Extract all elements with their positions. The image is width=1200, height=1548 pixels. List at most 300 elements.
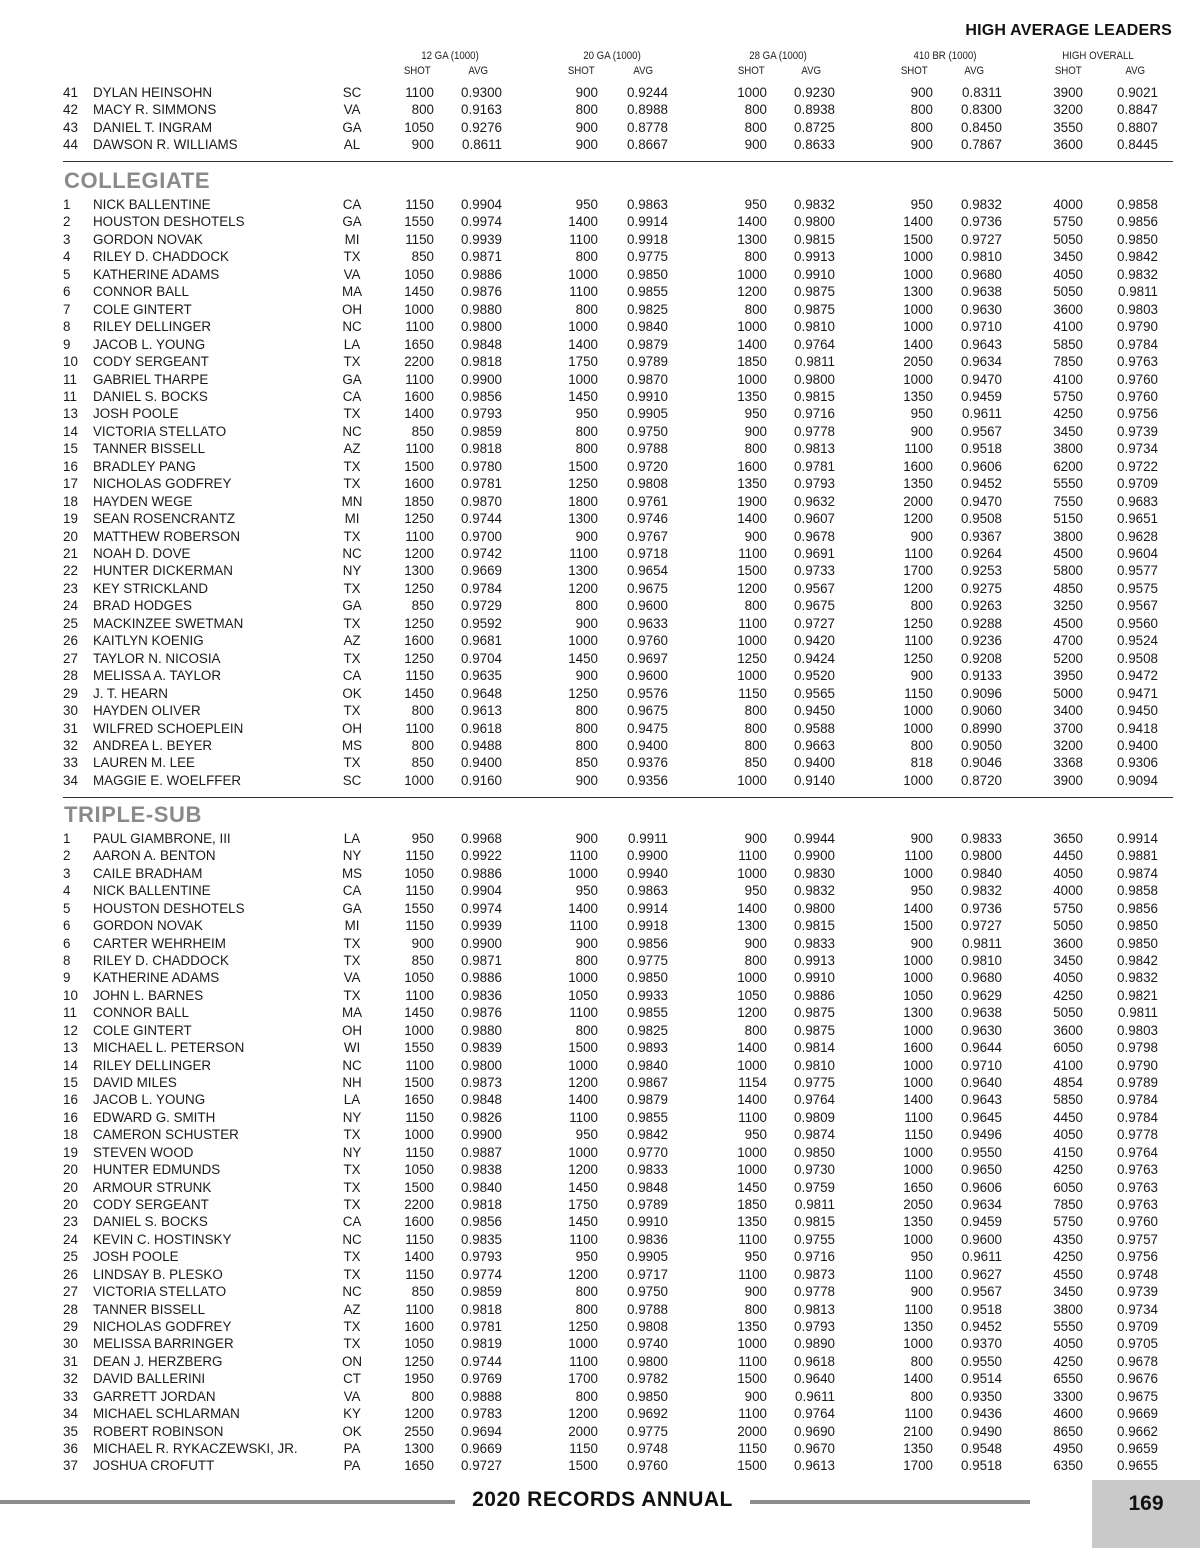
cell-state: TX (343, 406, 361, 422)
table-row (0, 1074, 1200, 1092)
cell-avg-20ga: 0.9850 (627, 1388, 668, 1404)
column-headers (0, 50, 1200, 82)
cell-avg-28ga: 0.9809 (794, 1109, 835, 1125)
cell-name: MAGGIE E. WOELFFER (93, 772, 242, 788)
cell-shot-410br: 2000 (903, 493, 933, 509)
cell-avg-20ga: 0.9740 (627, 1336, 668, 1352)
cell-shot-20ga: 1100 (569, 284, 598, 300)
cell-avg-28ga: 0.9230 (794, 85, 835, 100)
cell-avg-overall: 0.9739 (1117, 1284, 1158, 1300)
cell-avg-overall: 0.9567 (1117, 598, 1158, 614)
cell-shot-overall: 3550 (1053, 119, 1083, 135)
cell-shot-410br: 1200 (903, 511, 933, 527)
cell-rank: 14 (63, 1057, 78, 1073)
cell-avg-overall: 0.9577 (1117, 563, 1158, 579)
cell-shot-overall: 5800 (1053, 563, 1083, 579)
cell-shot-20ga: 900 (575, 772, 598, 788)
cell-rank: 11 (63, 1005, 77, 1021)
table-row (0, 847, 1200, 865)
cell-shot-410br: 800 (910, 598, 933, 614)
cell-shot-20ga: 800 (575, 249, 598, 265)
cell-avg-410br: 0.7867 (961, 137, 1002, 153)
cell-avg-20ga: 0.9808 (627, 476, 668, 492)
cell-shot-20ga: 800 (575, 1022, 598, 1038)
cell-avg-12ga: 0.9888 (461, 1388, 502, 1404)
cell-shot-12ga: 1600 (404, 476, 434, 492)
cell-shot-28ga: 1000 (737, 1144, 767, 1160)
cell-avg-410br: 0.9288 (961, 615, 1002, 631)
cell-name: JOHN L. BARNES (93, 987, 204, 1003)
cell-shot-overall: 4100 (1053, 319, 1083, 335)
cell-avg-410br: 0.9253 (961, 563, 1002, 579)
cell-avg-12ga: 0.9648 (461, 685, 502, 701)
cell-shot-28ga: 1400 (737, 214, 767, 230)
cell-shot-overall: 5050 (1053, 284, 1083, 300)
table-row (0, 720, 1200, 738)
cell-shot-410br: 1100 (904, 1301, 933, 1317)
cell-shot-20ga: 1000 (568, 266, 598, 282)
cell-name: BRAD HODGES (93, 598, 192, 614)
cell-avg-410br: 0.9370 (961, 1336, 1002, 1352)
cell-state: TX (343, 354, 361, 370)
cell-avg-12ga: 0.9880 (461, 1022, 502, 1038)
cell-shot-12ga: 1600 (404, 1214, 434, 1230)
cell-avg-410br: 0.9600 (961, 1231, 1002, 1247)
cell-state: OH (341, 1022, 363, 1038)
cell-avg-28ga: 0.9607 (794, 511, 835, 527)
cell-shot-20ga: 950 (575, 1249, 598, 1265)
cell-avg-28ga: 0.9613 (794, 1458, 835, 1474)
cell-avg-overall: 0.9858 (1117, 883, 1158, 899)
cell-avg-410br: 0.9550 (961, 1144, 1002, 1160)
cell-avg-overall: 0.9575 (1117, 580, 1158, 596)
cell-avg-410br: 0.9680 (961, 970, 1002, 986)
cell-avg-28ga: 0.9400 (794, 755, 835, 771)
cell-name: GORDON NOVAK (93, 231, 203, 247)
cell-avg-410br: 0.9638 (961, 284, 1002, 300)
cell-shot-410br: 1100 (904, 1406, 933, 1422)
cell-shot-overall: 3450 (1053, 249, 1083, 265)
cell-state: TX (343, 987, 361, 1003)
cell-rank: 15 (63, 1075, 78, 1091)
cell-state: TX (343, 615, 361, 631)
cell-avg-410br: 0.9640 (961, 1075, 1002, 1091)
cell-shot-12ga: 1150 (405, 918, 434, 934)
table-row (0, 248, 1200, 266)
cell-avg-410br: 0.9727 (961, 918, 1002, 934)
cell-name: KAITLYN KOENIG (93, 633, 204, 649)
cell-shot-20ga: 1200 (568, 580, 598, 596)
cell-shot-overall: 4050 (1053, 1336, 1083, 1352)
cell-rank: 4 (63, 249, 71, 265)
cell-shot-overall: 4000 (1053, 883, 1083, 899)
cell-state: OK (342, 685, 362, 701)
cell-avg-overall: 0.9811 (1118, 284, 1158, 300)
cell-state: TX (343, 528, 361, 544)
cell-shot-410br: 1400 (903, 900, 933, 916)
cell-rank: 6 (63, 284, 71, 300)
cell-avg-20ga: 0.9775 (627, 249, 668, 265)
cell-avg-overall: 0.9881 (1117, 848, 1158, 864)
table-row (0, 917, 1200, 935)
cell-avg-28ga: 0.9424 (794, 650, 835, 666)
cell-shot-12ga: 1100 (405, 85, 434, 100)
cell-shot-28ga: 800 (744, 102, 767, 118)
cell-shot-overall: 4250 (1053, 406, 1083, 422)
cell-shot-12ga: 1550 (404, 1040, 434, 1056)
cell-avg-20ga: 0.9905 (627, 1249, 668, 1265)
cell-avg-20ga: 0.9788 (627, 1301, 668, 1317)
cell-avg-overall: 0.9784 (1117, 336, 1158, 352)
cell-shot-410br: 1700 (903, 563, 933, 579)
cell-shot-28ga: 800 (744, 249, 767, 265)
cell-avg-12ga: 0.9793 (461, 1249, 502, 1265)
cell-avg-410br: 0.9518 (961, 1458, 1002, 1474)
cell-shot-20ga: 1000 (568, 633, 598, 649)
cell-shot-410br: 1000 (903, 1075, 933, 1091)
cell-avg-overall: 0.9705 (1117, 1336, 1158, 1352)
cell-avg-410br: 0.9611 (962, 1249, 1002, 1265)
cell-avg-28ga: 0.9832 (794, 197, 835, 212)
cell-state: TX (343, 1179, 361, 1195)
cell-state: NC (342, 1284, 362, 1300)
cell-shot-12ga: 1250 (404, 615, 434, 631)
cell-avg-28ga: 0.9875 (794, 1005, 835, 1021)
cell-shot-410br: 950 (910, 883, 933, 899)
table-row (0, 772, 1200, 790)
cell-shot-410br: 1000 (903, 970, 933, 986)
cell-shot-410br: 1600 (903, 458, 933, 474)
cell-state: GA (342, 214, 362, 230)
cell-avg-28ga: 0.9800 (794, 371, 835, 387)
cell-avg-12ga: 0.9856 (461, 1214, 502, 1230)
cell-name: COLE GINTERT (93, 1022, 192, 1038)
cell-avg-28ga: 0.9520 (794, 668, 835, 684)
cell-shot-410br: 1250 (903, 650, 933, 666)
cell-shot-overall: 3800 (1053, 528, 1083, 544)
table-row (0, 283, 1200, 301)
cell-avg-12ga: 0.8611 (462, 137, 502, 153)
table-row (0, 388, 1200, 406)
cell-avg-overall: 0.9021 (1117, 85, 1158, 100)
cell-name: DYLAN HEINSOHN (93, 85, 213, 100)
cell-avg-12ga: 0.9781 (461, 1319, 502, 1335)
cell-name: CODY SERGEANT (93, 1197, 209, 1213)
col-28ga-avg: AVG (801, 65, 822, 77)
cell-avg-410br: 0.9736 (961, 214, 1002, 230)
cell-shot-28ga: 1400 (737, 1092, 767, 1108)
cell-state: NC (342, 423, 362, 439)
cell-avg-12ga: 0.9704 (461, 650, 502, 666)
cell-shot-20ga: 800 (575, 720, 598, 736)
cell-avg-20ga: 0.9760 (627, 633, 668, 649)
page-number-box (1092, 1480, 1200, 1548)
col-overall-avg: AVG (1125, 65, 1146, 77)
cell-shot-28ga: 1000 (737, 371, 767, 387)
cell-rank: 27 (63, 650, 78, 666)
cell-avg-overall: 0.9659 (1117, 1441, 1158, 1457)
cell-shot-overall: 4550 (1053, 1266, 1083, 1282)
page-number: 169 (1128, 1492, 1164, 1515)
cell-shot-overall: 4100 (1053, 371, 1083, 387)
cell-avg-28ga: 0.8938 (794, 102, 835, 118)
cell-shot-28ga: 1154 (738, 1075, 767, 1091)
cell-rank: 28 (63, 668, 78, 684)
cell-shot-28ga: 1900 (737, 493, 767, 509)
table-row (0, 830, 1200, 848)
cell-avg-12ga: 0.9887 (461, 1144, 502, 1160)
cell-avg-12ga: 0.9904 (461, 883, 502, 899)
cell-rank: 32 (63, 1371, 78, 1387)
cell-state: NY (342, 1109, 362, 1125)
cell-shot-28ga: 1600 (737, 458, 767, 474)
cell-avg-410br: 0.9643 (961, 1092, 1002, 1108)
cell-shot-20ga: 1000 (568, 371, 598, 387)
cell-avg-20ga: 0.9720 (627, 458, 668, 474)
cell-avg-28ga: 0.9873 (794, 1266, 835, 1282)
cell-avg-410br: 0.9810 (961, 953, 1002, 968)
cell-shot-overall: 3800 (1053, 1301, 1083, 1317)
cell-shot-12ga: 1150 (405, 1231, 434, 1247)
cell-shot-overall: 7850 (1053, 354, 1083, 370)
cell-avg-12ga: 0.9635 (461, 668, 502, 684)
cell-avg-410br: 0.9840 (961, 865, 1002, 881)
cell-name: RILEY DELLINGER (93, 319, 212, 335)
cell-avg-28ga: 0.9813 (794, 441, 835, 457)
cell-rank: 5 (63, 266, 71, 282)
cell-rank: 23 (63, 580, 78, 596)
cell-shot-12ga: 1500 (404, 1179, 434, 1195)
cell-shot-410br: 1100 (904, 546, 933, 561)
cell-rank: 29 (63, 685, 78, 701)
cell-avg-overall: 0.9763 (1117, 1162, 1158, 1178)
cell-shot-overall: 3650 (1053, 831, 1083, 846)
cell-avg-20ga: 0.9718 (627, 546, 668, 561)
table-row (0, 952, 1200, 970)
cell-avg-410br: 0.9452 (961, 476, 1002, 492)
cell-avg-410br: 0.9645 (961, 1109, 1002, 1125)
cell-avg-20ga: 0.9692 (627, 1406, 668, 1422)
cell-shot-28ga: 1100 (738, 1353, 767, 1369)
cell-avg-overall: 0.9675 (1117, 1388, 1158, 1404)
cell-avg-overall: 0.9560 (1117, 615, 1158, 631)
cell-rank: 19 (63, 511, 78, 527)
cell-shot-12ga: 1100 (405, 441, 434, 457)
cell-avg-28ga: 0.9759 (794, 1179, 835, 1195)
cell-avg-overall: 0.9678 (1117, 1353, 1158, 1369)
cell-shot-28ga: 1500 (737, 1371, 767, 1387)
cell-avg-20ga: 0.9879 (627, 336, 668, 352)
cell-avg-410br: 0.9634 (961, 1197, 1002, 1213)
cell-avg-12ga: 0.9818 (461, 354, 502, 370)
cell-avg-overall: 0.9748 (1117, 1266, 1158, 1282)
cell-shot-410br: 1000 (903, 1057, 933, 1073)
cell-rank: 23 (63, 1214, 78, 1230)
cell-rank: 10 (63, 354, 78, 370)
cell-avg-overall: 0.9760 (1117, 1214, 1158, 1230)
cell-avg-20ga: 0.9356 (627, 772, 668, 788)
cell-avg-12ga: 0.9744 (461, 1353, 502, 1369)
cell-name: DAVID BALLERINI (93, 1371, 206, 1387)
cell-rank: 13 (63, 406, 78, 422)
cell-avg-28ga: 0.9764 (794, 1092, 835, 1108)
cell-shot-28ga: 1250 (737, 650, 767, 666)
cell-shot-overall: 7550 (1053, 493, 1083, 509)
cell-shot-12ga: 1600 (404, 388, 434, 404)
cell-shot-28ga: 1000 (737, 970, 767, 986)
cell-avg-410br: 0.9096 (961, 685, 1002, 701)
cell-rank: 26 (63, 633, 78, 649)
table-row (0, 737, 1200, 755)
cell-avg-20ga: 0.9918 (627, 231, 668, 247)
cell-rank: 6 (63, 935, 71, 951)
cell-avg-28ga: 0.9944 (794, 831, 835, 846)
cell-name: STEVEN WOOD (93, 1144, 194, 1160)
cell-state: TX (343, 1162, 361, 1178)
cell-avg-12ga: 0.9800 (461, 319, 502, 335)
cell-shot-12ga: 2550 (404, 1423, 434, 1439)
table-row (0, 1091, 1200, 1109)
cell-avg-28ga: 0.9890 (794, 1336, 835, 1352)
cell-shot-overall: 3368 (1053, 755, 1083, 771)
cell-avg-28ga: 0.9810 (794, 319, 835, 335)
cell-avg-410br: 0.9727 (961, 231, 1002, 247)
cell-avg-12ga: 0.9300 (461, 85, 502, 100)
cell-shot-overall: 3250 (1053, 598, 1083, 614)
cell-shot-12ga: 1300 (404, 1441, 434, 1457)
cell-state: TX (343, 1336, 361, 1352)
cell-name: CODY SERGEANT (93, 354, 209, 370)
cell-avg-overall: 0.9722 (1117, 458, 1158, 474)
cell-shot-overall: 3600 (1053, 137, 1083, 153)
cell-avg-20ga: 0.9914 (627, 214, 668, 230)
cell-state: GA (342, 119, 362, 135)
cell-avg-12ga: 0.9900 (461, 935, 502, 951)
cell-rank: 7 (63, 301, 71, 317)
cell-avg-20ga: 0.9748 (627, 1441, 668, 1457)
cell-shot-20ga: 900 (575, 831, 598, 846)
cell-shot-28ga: 1000 (737, 865, 767, 881)
cell-avg-410br: 0.9459 (961, 388, 1002, 404)
cell-rank: 8 (63, 953, 71, 968)
cell-shot-28ga: 1100 (738, 615, 767, 631)
cell-state: MI (344, 231, 360, 247)
cell-avg-overall: 0.9508 (1117, 650, 1158, 666)
cell-avg-28ga: 0.9874 (794, 1127, 835, 1143)
cell-rank: 43 (63, 119, 78, 135)
table-row (0, 101, 1200, 119)
cell-avg-410br: 0.9811 (962, 935, 1002, 951)
cell-avg-28ga: 0.9778 (794, 1284, 835, 1300)
cell-shot-410br: 1650 (903, 1179, 933, 1195)
cell-avg-28ga: 0.9875 (794, 284, 835, 300)
cell-name: MICHAEL L. PETERSON (93, 1040, 245, 1056)
cell-shot-28ga: 1150 (738, 685, 767, 701)
cell-avg-410br: 0.9800 (961, 848, 1002, 864)
cell-shot-overall: 4500 (1053, 615, 1083, 631)
cell-avg-410br: 0.8450 (961, 119, 1002, 135)
table-row (0, 1423, 1200, 1441)
cell-shot-12ga: 1000 (404, 772, 434, 788)
cell-avg-28ga: 0.9778 (794, 423, 835, 439)
cell-avg-12ga: 0.9876 (461, 1005, 502, 1021)
cell-state: MI (344, 918, 360, 934)
cell-avg-28ga: 0.9663 (794, 737, 835, 753)
cell-avg-28ga: 0.9716 (794, 1249, 835, 1265)
column-group-20ga: 20 GA (1000) (583, 50, 641, 62)
cell-avg-overall: 0.8445 (1117, 137, 1158, 153)
cell-avg-overall: 0.9760 (1117, 371, 1158, 387)
cell-avg-20ga: 0.9675 (627, 703, 668, 719)
table-row (0, 528, 1200, 546)
cell-state: KY (343, 1406, 361, 1422)
cell-rank: 1 (63, 197, 71, 212)
cell-rank: 28 (63, 1301, 78, 1317)
cell-avg-20ga: 0.9746 (627, 511, 668, 527)
cell-avg-overall: 0.9734 (1117, 441, 1158, 457)
cell-avg-12ga: 0.9859 (461, 1284, 502, 1300)
cell-shot-410br: 1000 (903, 953, 933, 968)
cell-shot-12ga: 1600 (404, 633, 434, 649)
cell-avg-20ga: 0.9855 (627, 284, 668, 300)
cell-shot-12ga: 1000 (404, 301, 434, 317)
table-row (0, 1231, 1200, 1249)
cell-shot-overall: 3600 (1053, 301, 1083, 317)
cell-rank: 37 (63, 1458, 78, 1474)
cell-avg-20ga: 0.9900 (627, 848, 668, 864)
cell-shot-410br: 1050 (903, 987, 933, 1003)
cell-avg-28ga: 0.9632 (794, 493, 835, 509)
cell-name: PAUL GIAMBRONE, III (93, 831, 231, 846)
cell-rank: 20 (63, 1197, 78, 1213)
cell-shot-12ga: 850 (411, 598, 434, 614)
cell-avg-overall: 0.9784 (1117, 1092, 1158, 1108)
cell-avg-20ga: 0.9848 (627, 1179, 668, 1195)
cell-shot-overall: 5550 (1053, 1319, 1083, 1335)
table-row (0, 458, 1200, 476)
cell-shot-28ga: 1150 (738, 1441, 767, 1457)
cell-shot-410br: 1100 (904, 848, 933, 864)
cell-avg-overall: 0.9914 (1117, 831, 1158, 846)
cell-name: TANNER BISSELL (93, 441, 206, 457)
cell-shot-overall: 3800 (1053, 441, 1083, 457)
cell-avg-410br: 0.9832 (961, 883, 1002, 899)
cell-avg-12ga: 0.9886 (461, 970, 502, 986)
cell-state: NY (342, 848, 362, 864)
cell-avg-20ga: 0.9893 (627, 1040, 668, 1056)
cell-state: NC (342, 1057, 362, 1073)
cell-shot-410br: 1000 (903, 319, 933, 335)
cell-shot-410br: 800 (910, 737, 933, 753)
table-row (0, 1109, 1200, 1127)
cell-avg-12ga: 0.9859 (461, 423, 502, 439)
cell-avg-28ga: 0.9730 (794, 1162, 835, 1178)
cell-shot-12ga: 1150 (405, 231, 434, 247)
cell-avg-410br: 0.9550 (961, 1353, 1002, 1369)
cell-avg-20ga: 0.9863 (627, 197, 668, 212)
cell-rank: 20 (63, 528, 78, 544)
cell-shot-28ga: 800 (744, 737, 767, 753)
cell-shot-20ga: 1250 (568, 476, 598, 492)
cell-avg-28ga: 0.9618 (794, 1353, 835, 1369)
cell-avg-28ga: 0.9420 (794, 633, 835, 649)
cell-shot-20ga: 800 (575, 102, 598, 118)
cell-state: NC (342, 1231, 362, 1247)
table-row (0, 1335, 1200, 1353)
table-row (0, 336, 1200, 354)
cell-shot-overall: 4450 (1053, 1109, 1083, 1125)
cell-avg-20ga: 0.9910 (627, 388, 668, 404)
